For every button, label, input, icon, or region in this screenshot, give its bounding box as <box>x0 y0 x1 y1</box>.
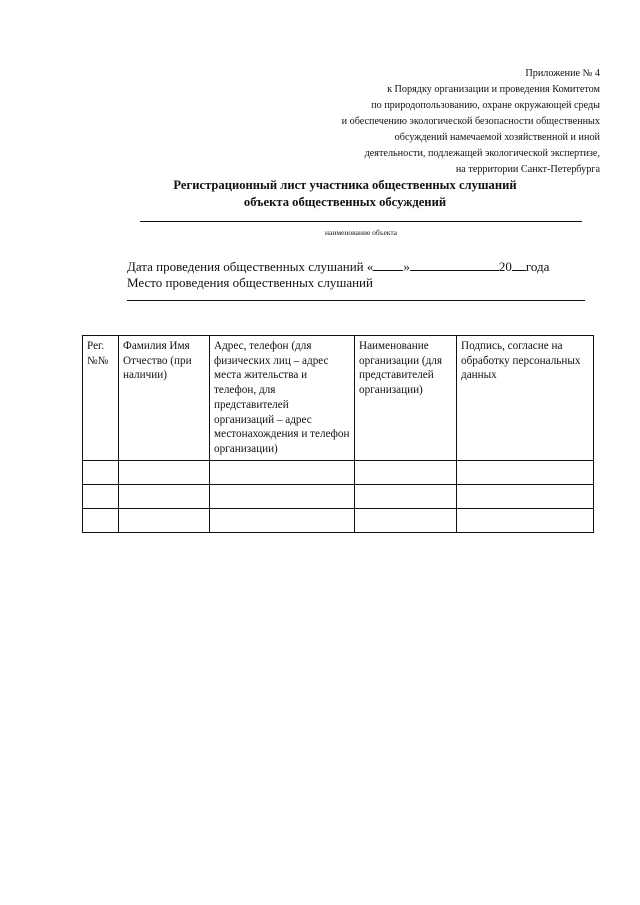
object-name-caption: наименование объекта <box>324 228 398 237</box>
form-title <box>150 177 540 211</box>
date-suffix: года <box>525 259 550 274</box>
appendix-note <box>342 66 600 178</box>
table-cell[interactable] <box>210 508 355 532</box>
appendix-line: на территории Санкт-Петербурга <box>455 164 600 175</box>
date-month-blank[interactable] <box>410 258 499 271</box>
table-cell[interactable] <box>355 508 457 532</box>
header-full-name: Фамилия Имя Отчество (при наличии) <box>119 336 210 461</box>
table-cell[interactable] <box>119 460 210 484</box>
date-century: 20 <box>498 259 512 274</box>
header-address-phone: Адрес, телефон (для физических лиц – адрес места жительства и телефон, для представителей организаций – адрес местонахождения и телефон организации) <box>210 336 355 461</box>
place-row <box>127 275 373 291</box>
place-field-line[interactable] <box>127 300 585 301</box>
table-row <box>83 484 594 508</box>
date-row <box>127 258 549 275</box>
registration-table <box>82 335 594 533</box>
table-cell[interactable] <box>83 508 119 532</box>
table-cell[interactable] <box>355 460 457 484</box>
table-cell[interactable] <box>457 484 594 508</box>
table-cell[interactable] <box>119 484 210 508</box>
date-quote-close: » <box>403 259 410 274</box>
date-year-blank[interactable] <box>512 258 526 271</box>
table-row <box>83 508 594 532</box>
table-cell[interactable] <box>119 508 210 532</box>
form-title-line: объекта общественных обсуждений <box>243 195 447 209</box>
form-title-line: Регистрационный лист участника общественных слушаний <box>173 178 517 192</box>
appendix-line: Приложение № 4 <box>525 68 600 79</box>
table-cell[interactable] <box>355 484 457 508</box>
header-signature-consent: Подпись, согласие на обработку персональных данных <box>457 336 594 461</box>
appendix-line: деятельности, подлежащей экологической экспертизе, <box>364 148 600 159</box>
table-row <box>83 460 594 484</box>
appendix-line: к Порядку организации и проведения Комитетом <box>387 84 600 95</box>
header-organization: Наименование организации (для представителей организации) <box>355 336 457 461</box>
header-reg-number: Рег. №№ <box>83 336 119 461</box>
date-day-blank[interactable] <box>373 258 403 271</box>
appendix-line: по природопользованию, охране окружающей среды <box>371 100 600 111</box>
table-cell[interactable] <box>210 460 355 484</box>
table-header-row <box>83 336 594 461</box>
table-cell[interactable] <box>83 460 119 484</box>
date-label: Дата проведения общественных слушаний « <box>127 259 374 274</box>
appendix-line: обсуждений намечаемой хозяйственной и иной <box>394 132 600 143</box>
appendix-line: и обеспечению экологической безопасности общественных <box>341 116 600 127</box>
object-name-field-line[interactable] <box>140 221 582 222</box>
table-cell[interactable] <box>457 460 594 484</box>
place-label: Место проведения общественных слушаний <box>127 275 373 290</box>
table-cell[interactable] <box>457 508 594 532</box>
table-cell[interactable] <box>210 484 355 508</box>
table-cell[interactable] <box>83 484 119 508</box>
